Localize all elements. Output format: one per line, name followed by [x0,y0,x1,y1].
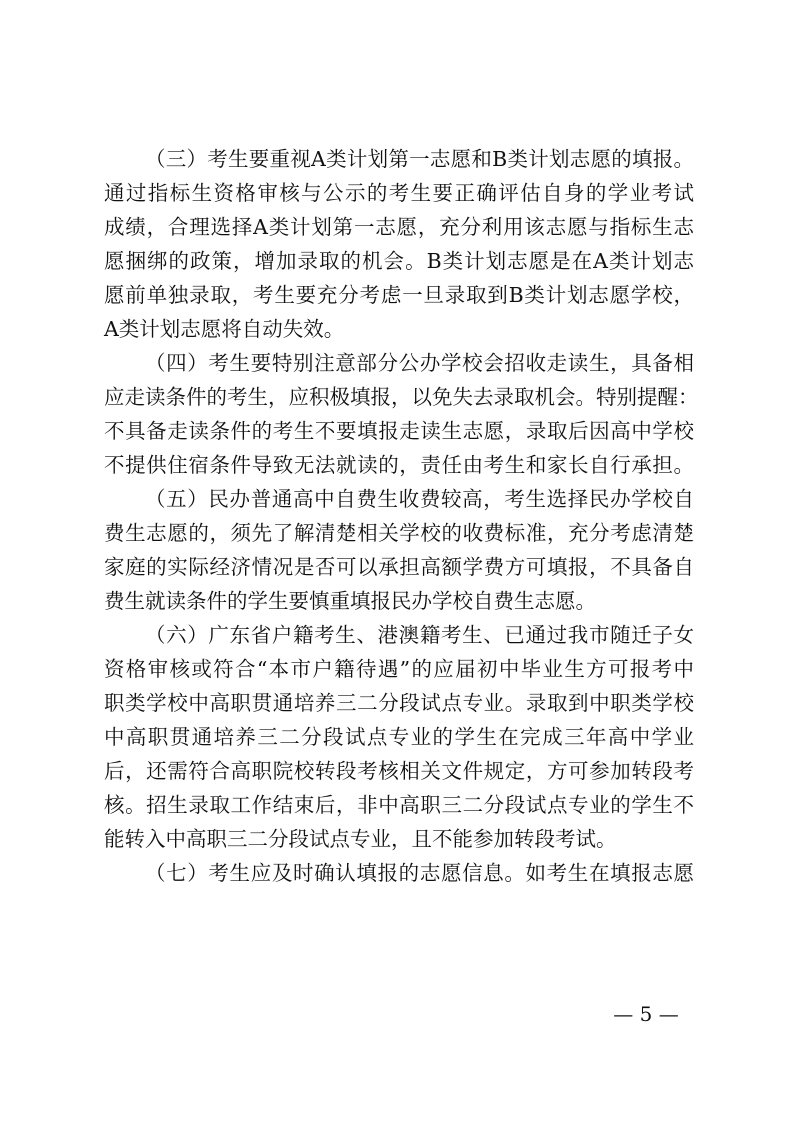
paragraph-line: 核。招生录取工作结束后，非中高职三二分段试点专业的学生不 [104,793,694,817]
page-number: — 5 — [613,1002,679,1026]
paragraph-line: （四）考生要特别注意部分公办学校会招收走读生，具备相 [145,351,694,375]
paragraph-line: 通过指标生资格审核与公示的考生要正确评估自身的学业考试 [104,181,694,205]
paragraph-line: 资格审核或符合“本市户籍待遇”的应届初中毕业生方可报考中 [104,657,694,681]
paragraph-line: 费生志愿的，须先了解清楚相关学校的收费标准，充分考虑清楚 [104,521,694,545]
paragraph-line: A类计划志愿将自动失效。 [104,317,345,341]
paragraph-line: 愿捆绑的政策，增加录取的机会。B类计划志愿是在A类计划志 [104,249,694,273]
paragraph-line: 能转入中高职三二分段试点专业，且不能参加转段考试。 [104,827,617,851]
paragraph-line: 中高职贯通培养三二分段试点专业的学生在完成三年高中学业 [104,725,694,749]
paragraph-line: 成绩，合理选择A类计划第一志愿，充分利用该志愿与指标生志 [104,215,694,239]
paragraph-line: 不提供住宿条件导致无法就读的，责任由考生和家长自行承担。 [104,453,694,477]
paragraph-line: （五）民办普通高中自费生收费较高，考生选择民办学校自 [145,487,694,511]
paragraph-line: （七）考生应及时确认填报的志愿信息。如考生在填报志愿 [145,861,694,885]
paragraph-line: 职类学校中高职贯通培养三二分段试点专业。录取到中职类学校 [104,691,694,715]
paragraph-line: （六）广东省户籍考生、港澳籍考生、已通过我市随迁子女 [145,623,694,647]
paragraph-line: 家庭的实际经济情况是否可以承担高额学费方可填报，不具备自 [104,555,694,579]
paragraph-line: 愿前单独录取，考生要充分考虑一旦录取到B类计划志愿学校， [104,283,694,307]
paragraph-line: 不具备走读条件的考生不要填报走读生志愿，录取后因高中学校 [104,419,694,443]
paragraph-line: 费生就读条件的学生要慎重填报民办学校自费生志愿。 [104,589,596,613]
paragraph-line: 应走读条件的考生，应积极填报，以免失去录取机会。特别提醒： [104,385,699,409]
paragraph-line: 后，还需符合高职院校转段考核相关文件规定，方可参加转段考 [104,759,694,783]
paragraph-line: （三）考生要重视A类计划第一志愿和B类计划志愿的填报。 [145,147,694,171]
